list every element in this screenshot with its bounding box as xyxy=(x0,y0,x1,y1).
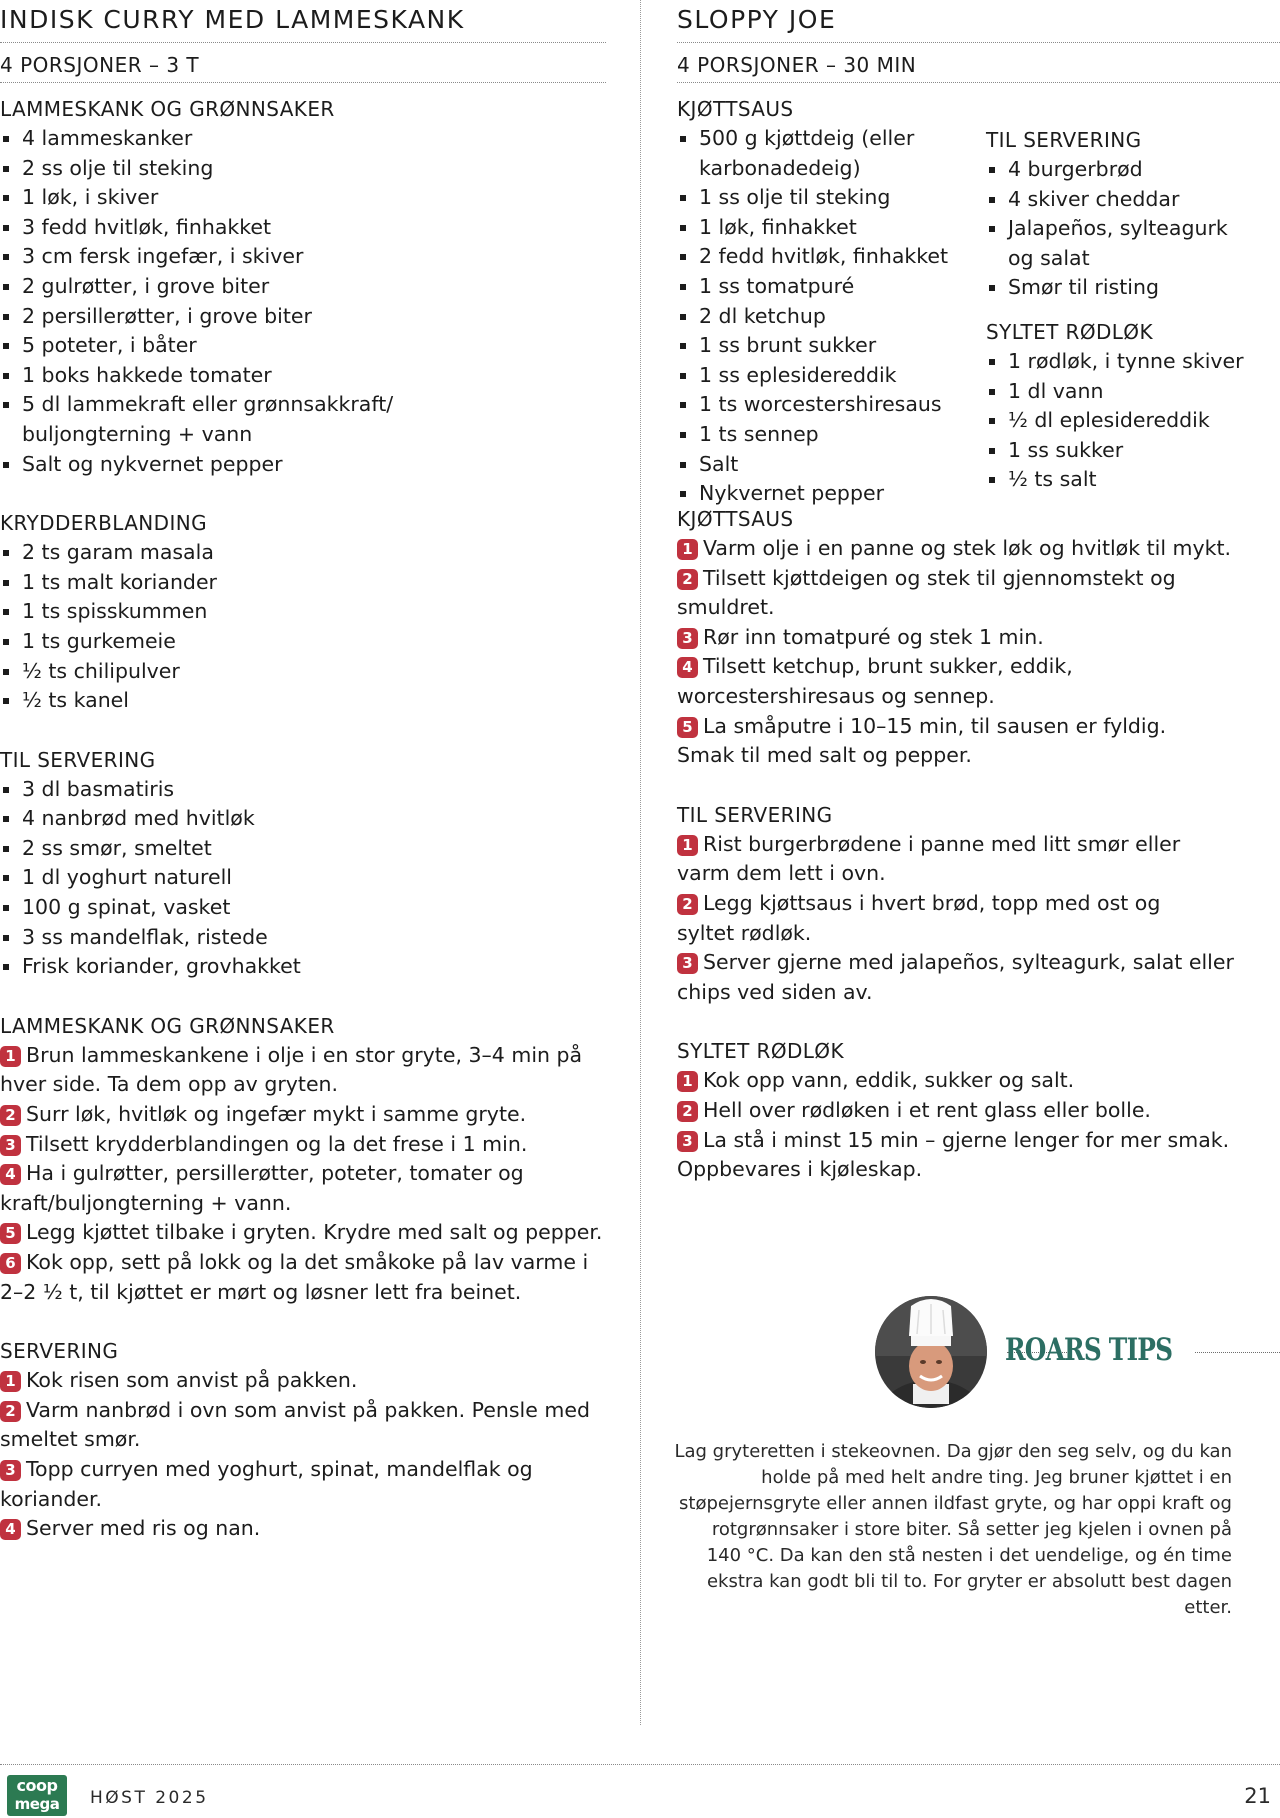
step-text: Topp curryen med yoghurt, spinat, mandelflak og koriander. xyxy=(0,1456,533,1511)
step-number-badge: 4 xyxy=(0,1519,21,1540)
ingredient-item: 1 ts sennep xyxy=(677,420,977,450)
method-step xyxy=(677,889,1197,948)
section-heading: LAMMESKANK OG GRØNNSAKER xyxy=(0,97,335,121)
method-group xyxy=(0,1336,606,1544)
ingredient-list xyxy=(677,124,977,509)
method-step xyxy=(677,623,1280,653)
step-number-badge: 5 xyxy=(0,1223,21,1244)
ingredient-item: 4 nanbrød med hvitløk xyxy=(0,804,606,834)
step-text: Varm nanbrød i ovn som anvist på pakken. Pensle med smeltet smør. xyxy=(0,1397,590,1452)
ingredient-item: 1 løk, finhakket xyxy=(677,213,977,243)
step-text: Server gjerne med jalapeños, sylteagurk, salat eller chips ved siden av. xyxy=(677,950,1234,1004)
issue-label: HØST 2025 xyxy=(90,1788,209,1808)
step-number-badge: 2 xyxy=(0,1401,21,1422)
ingredient-item: 1 ts spisskummen xyxy=(0,597,606,627)
recipe-sloppy-joe xyxy=(677,0,1280,1185)
section-heading: SYLTET RØDLØK xyxy=(677,1039,844,1064)
step-text: Legg kjøttsaus i hvert brød, topp med ost og syltet rødløk. xyxy=(677,890,1161,945)
ingredient-list xyxy=(0,775,606,982)
ingredient-item: 4 skiver cheddar xyxy=(986,185,1280,215)
step-text: Hell over rødløken i et rent glass eller bolle. xyxy=(703,1097,1151,1122)
step-number-badge: 2 xyxy=(677,1101,698,1122)
section-heading: TIL SERVERING xyxy=(0,747,156,772)
recipe-meta: 4 PORSJONER – 3 T xyxy=(0,42,606,83)
ingredient-item: Smør til risting xyxy=(986,273,1280,303)
step-text: La stå i minst 15 min – gjerne lenger for mer smak. Oppbevares i kjøleskap. xyxy=(677,1127,1230,1182)
ingredient-item: 5 poteter, i båter xyxy=(0,331,606,361)
ingredient-item: ½ ts salt xyxy=(986,465,1280,495)
ingredient-item: 2 gulrøtter, i grove biter xyxy=(0,272,606,302)
ingredient-item: Nykvernet pepper xyxy=(677,479,977,509)
ingredient-item: 2 ts garam masala xyxy=(0,538,606,568)
recipe-meta: 4 PORSJONER – 30 MIN xyxy=(677,42,1280,83)
step-number-badge: 3 xyxy=(677,628,698,649)
ingredient-item: 1 ss sukker xyxy=(986,436,1280,466)
ingredient-item: 2 ss olje til steking xyxy=(0,154,606,184)
method-step xyxy=(677,712,1217,771)
ingredient-item: 3 ss mandelflak, ristede xyxy=(0,923,606,953)
ingredient-list xyxy=(0,538,606,716)
step-number-badge: 2 xyxy=(0,1105,21,1126)
logo-line: mega xyxy=(14,1795,60,1813)
step-text: Server med ris og nan. xyxy=(26,1516,261,1541)
section-heading: SERVERING xyxy=(0,1339,119,1364)
step-number-badge: 3 xyxy=(0,1135,21,1156)
recipe-title: SLOPPY JOE xyxy=(677,5,837,34)
ingredient-item: ½ dl eplesidereddik xyxy=(986,406,1280,436)
ingredient-item: 2 persillerøtter, i grove biter xyxy=(0,302,606,332)
chef-tips-box xyxy=(674,1296,1280,1626)
ingredient-item: 1 ss olje til steking xyxy=(677,183,977,213)
tips-rule-right xyxy=(1195,1352,1280,1353)
ingredient-item: 1 dl yoghurt naturell xyxy=(0,863,606,893)
step-text: Ha i gulrøtter, persillerøtter, poteter, tomater og kraft/buljongterning + vann. xyxy=(0,1161,524,1215)
method-step xyxy=(677,1126,1280,1185)
page-number: 21 xyxy=(1244,1784,1271,1808)
chef-portrait xyxy=(875,1296,987,1408)
column-divider xyxy=(640,0,641,1725)
ingredient-item: Frisk koriander, grovhakket xyxy=(0,952,606,982)
method-step xyxy=(0,1248,606,1307)
method-step xyxy=(0,1100,606,1130)
ingredient-item: 500 g kjøttdeig (eller karbonadedeig) xyxy=(677,124,939,183)
method-step xyxy=(0,1514,606,1544)
step-number-badge: 1 xyxy=(0,1371,21,1392)
recipe-title: INDISK CURRY MED LAMMESKANK xyxy=(0,5,465,34)
method-step xyxy=(0,1396,606,1455)
ingredient-item: 1 boks hakkede tomater xyxy=(0,361,606,391)
logo-line: coop xyxy=(16,1776,58,1795)
ingredient-item: 1 rødløk, i tynne skiver xyxy=(986,347,1280,377)
method-group xyxy=(0,1011,606,1307)
ingredient-item: 1 ts worcestershiresaus xyxy=(677,390,977,420)
ingredient-item: 3 dl basmatiris xyxy=(0,775,606,805)
ingredient-item: 2 ss smør, smeltet xyxy=(0,834,606,864)
tips-title: ROARS TIPS xyxy=(1005,1332,1173,1368)
section-heading: TIL SERVERING xyxy=(677,802,833,827)
ingredient-item: 100 g spinat, vasket xyxy=(0,893,606,923)
method-group xyxy=(677,1036,1280,1184)
ingredient-item: 2 dl ketchup xyxy=(677,302,977,332)
step-number-badge: 6 xyxy=(0,1253,21,1274)
step-number-badge: 3 xyxy=(677,1131,698,1152)
step-text: Varm olje i en panne og stek løk og hvitløk til mykt. xyxy=(703,536,1232,560)
ingredient-group xyxy=(986,317,1280,495)
ingredient-group xyxy=(0,745,606,982)
ingredient-item: Salt og nykvernet pepper xyxy=(0,450,606,480)
ingredient-group xyxy=(986,125,1280,303)
section-heading: KJØTTSAUS xyxy=(677,97,794,121)
ingredient-item: 5 dl lammekraft eller grønnsakkraft/ buljongterning + vann xyxy=(0,390,442,449)
ingredient-side-groups xyxy=(986,125,1280,495)
coop-mega-logo xyxy=(7,1775,67,1816)
ingredient-item: 1 ts malt koriander xyxy=(0,568,606,598)
ingredient-group xyxy=(677,94,977,509)
ingredient-item: 4 burgerbrød xyxy=(986,155,1280,185)
ingredient-item: 1 løk, i skiver xyxy=(0,183,606,213)
step-text: Rist burgerbrødene i panne med litt smør eller varm dem lett i ovn. xyxy=(677,831,1181,886)
footer-rule xyxy=(0,1764,1280,1765)
step-number-badge: 4 xyxy=(0,1164,21,1185)
section-heading: KJØTTSAUS xyxy=(677,507,794,531)
method-step xyxy=(677,1096,1280,1126)
step-number-badge: 2 xyxy=(677,569,698,590)
step-number-badge: 3 xyxy=(0,1460,21,1481)
ingredient-item: 3 cm fersk ingefær, i skiver xyxy=(0,242,606,272)
method-step xyxy=(677,1066,1280,1096)
method-group xyxy=(677,800,1280,1008)
method-step xyxy=(0,1455,606,1514)
ingredient-item: Jalapeños, sylteagurk og salat xyxy=(986,214,1253,273)
ingredient-item: 1 ss eplesidereddik xyxy=(677,361,977,391)
method-step xyxy=(677,948,1280,1007)
method-step xyxy=(677,564,1197,623)
section-heading: KRYDDERBLANDING xyxy=(0,511,208,536)
ingredient-item: 2 fedd hvitløk, finhakket xyxy=(677,242,977,272)
ingredient-group xyxy=(0,508,606,716)
method-group xyxy=(677,504,1280,771)
step-number-badge: 5 xyxy=(677,717,698,738)
step-text: Legg kjøttet tilbake i gryten. Krydre med salt og pepper. xyxy=(26,1220,603,1245)
step-text: Rør inn tomatpuré og stek 1 min. xyxy=(703,624,1044,649)
ingredient-list xyxy=(0,124,606,479)
method-step xyxy=(677,830,1197,889)
step-number-badge: 1 xyxy=(677,1071,698,1092)
method-step xyxy=(0,1159,606,1218)
step-text: Tilsett krydderblandingen og la det frese i 1 min. xyxy=(26,1131,528,1156)
step-number-badge: 2 xyxy=(677,894,698,915)
step-text: Tilsett ketchup, brunt sukker, eddik, worcestershiresaus og sennep. xyxy=(677,654,1073,708)
step-number-badge: 3 xyxy=(677,953,698,974)
step-number-badge: 1 xyxy=(677,539,698,560)
ingredient-list xyxy=(986,155,1280,303)
ingredient-item: 1 ss brunt sukker xyxy=(677,331,977,361)
ingredient-item: Salt xyxy=(677,450,977,480)
section-heading: LAMMESKANK OG GRØNNSAKER xyxy=(0,1013,335,1038)
ingredient-item: ½ ts chilipulver xyxy=(0,657,606,687)
method-step xyxy=(0,1041,606,1100)
step-text: Kok opp vann, eddik, sukker og salt. xyxy=(703,1068,1075,1093)
ingredient-item: 4 lammeskanker xyxy=(0,124,606,154)
ingredient-columns xyxy=(677,94,1280,504)
tips-text: Lag gryteretten i stekeovnen. Da gjør den seg selv, og du kan holde på med helt andre ting. Jeg bruner kjøttet i en støpejernsgryte eller annen ildfast gryte, og har oppi kraft og rotgrønnsaker i store biter. Så setter jeg kjelen i ovnen på 140 °C. Da kan den stå nesten i det uendelige, og én time ekstra kan godt bli til to. For gryter er absolutt best dagen etter. xyxy=(674,1441,1232,1618)
method-step xyxy=(677,534,1280,564)
recipe-curry xyxy=(0,0,606,1544)
step-number-badge: 4 xyxy=(677,657,698,678)
section-heading: SYLTET RØDLØK xyxy=(986,319,1153,344)
ingredient-group xyxy=(0,94,606,479)
step-number-badge: 1 xyxy=(677,835,698,856)
method-step xyxy=(0,1218,606,1248)
step-text: Kok risen som anvist på pakken. xyxy=(26,1368,358,1393)
ingredient-item: ½ ts kanel xyxy=(0,686,606,716)
step-text: Surr løk, hvitløk og ingefær mykt i samme gryte. xyxy=(26,1102,527,1127)
chef-portrait-illustration xyxy=(875,1296,987,1408)
ingredient-item: 1 ss tomatpuré xyxy=(677,272,977,302)
step-text: Brun lammeskankene i olje i en stor gryte, 3–4 min på hver side. Ta dem opp av gryten. xyxy=(0,1042,583,1097)
section-heading: TIL SERVERING xyxy=(986,128,1142,152)
method-step xyxy=(0,1366,606,1396)
step-text: Kok opp, sett på lokk og la det småkoke på lav varme i 2–2 ½ t, til kjøttet er mørt og løsner lett fra beinet. xyxy=(0,1250,589,1304)
step-text: Tilsett kjøttdeigen og stek til gjennomstekt og smuldret. xyxy=(677,565,1176,620)
step-text: La småputre i 10–15 min, til sausen er fyldig. Smak til med salt og pepper. xyxy=(677,713,1167,768)
ingredient-item: 1 ts gurkemeie xyxy=(0,627,606,657)
method-step xyxy=(0,1130,606,1160)
ingredient-item: 3 fedd hvitløk, finhakket xyxy=(0,213,606,243)
step-number-badge: 1 xyxy=(0,1046,21,1067)
ingredient-item: 1 dl vann xyxy=(986,377,1280,407)
method-step xyxy=(677,652,1097,711)
ingredient-list xyxy=(986,347,1280,495)
